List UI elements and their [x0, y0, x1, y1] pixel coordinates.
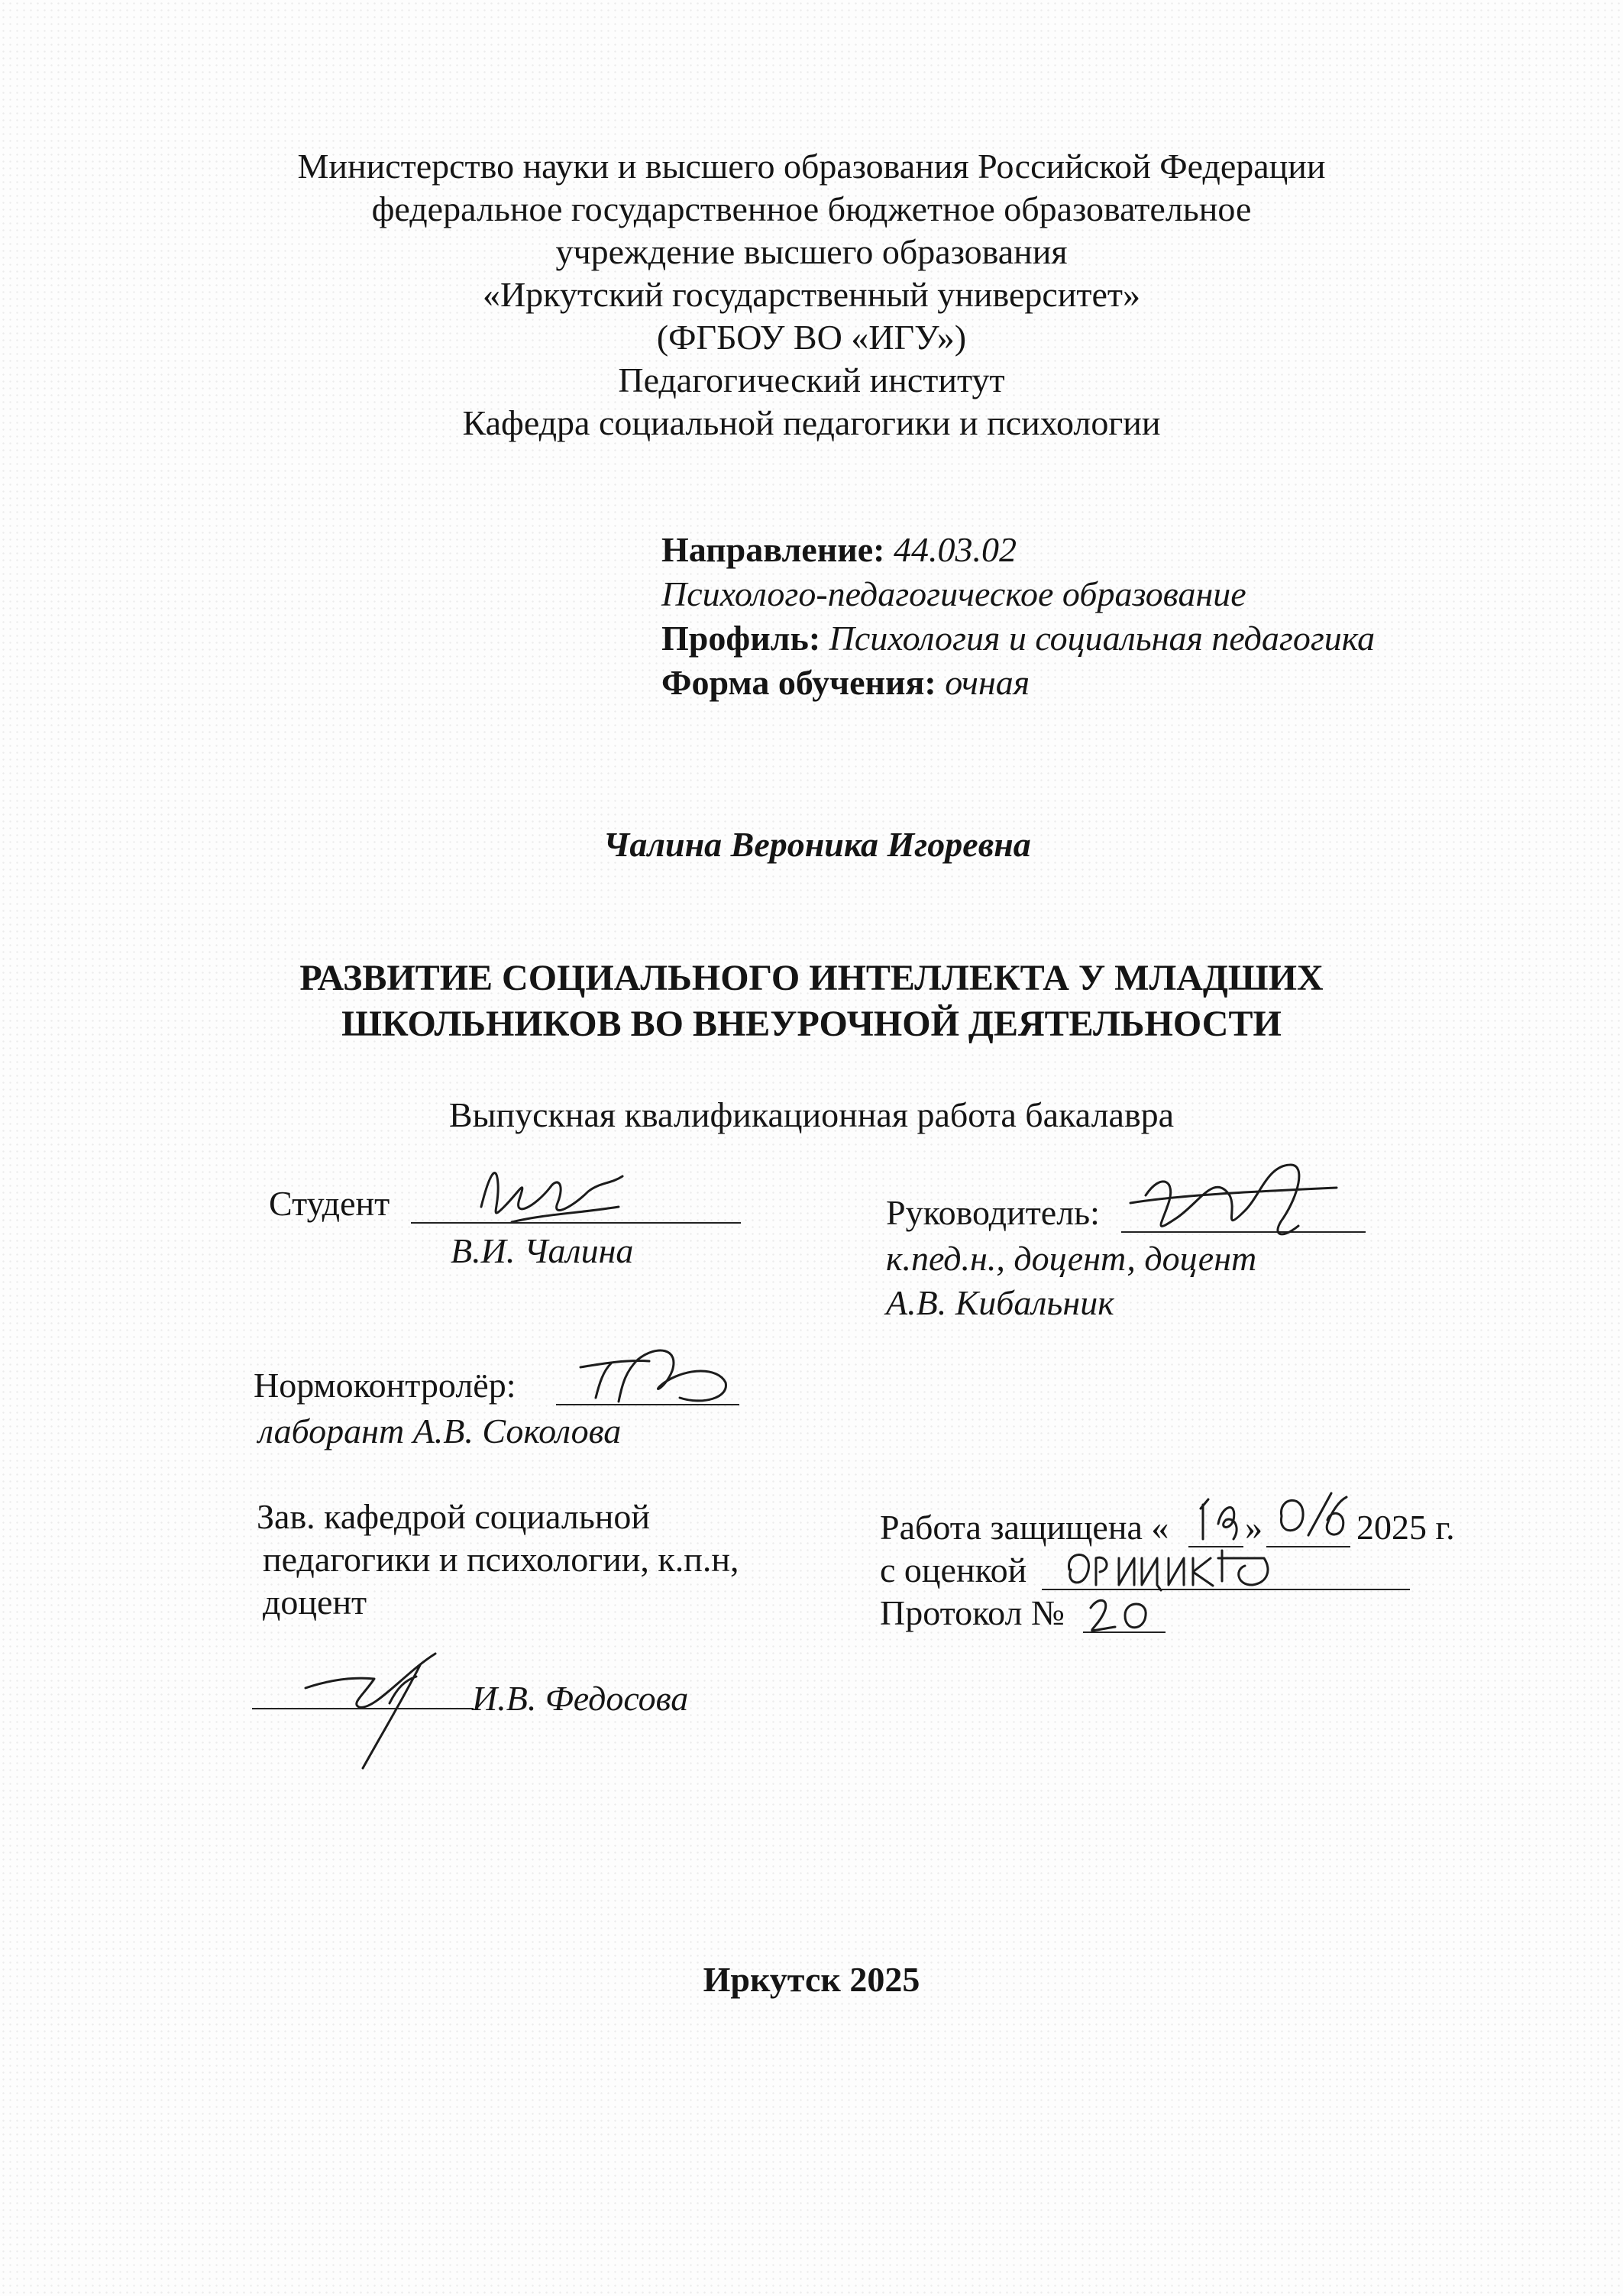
supervisor-label: Руководитель:: [886, 1193, 1100, 1232]
direction-label: Направление:: [661, 530, 885, 569]
supervisor-name: А.В. Кибальник: [886, 1283, 1114, 1322]
study-form-line: [661, 661, 1030, 703]
student-signature: [466, 1153, 634, 1237]
direction-line: [661, 529, 1017, 571]
institution-type-line: федеральное государственное бюджетное образовательное: [371, 189, 1252, 228]
supervisor-signature: [1115, 1150, 1344, 1249]
head-signature: [290, 1642, 489, 1780]
defended-year: 2025 г.: [1356, 1508, 1455, 1547]
university-name: «Иркутский государственный университет»: [482, 275, 1141, 314]
head-line-2: педагогики и психологии, к.п.н,: [263, 1540, 739, 1579]
study-form-label: Форма обучения:: [661, 663, 936, 702]
thesis-title-line-1: РАЗВИТИЕ СОЦИАЛЬНОГО ИНТЕЛЛЕКТА У МЛАДШИХ: [299, 958, 1324, 998]
profile-value: Психология и социальная педагогика: [829, 619, 1376, 658]
work-type: Выпускная квалификационная работа бакалавра: [448, 1095, 1175, 1134]
student-label: Студент: [269, 1184, 390, 1223]
head-name: И.В. Федосова: [472, 1679, 689, 1718]
author-name: Чалина Вероника Игоревна: [603, 825, 1031, 864]
university-abbreviation: (ФГБОУ ВО «ИГУ»): [656, 318, 967, 357]
supervisor-title: к.пед.н., доцент, доцент: [886, 1239, 1257, 1278]
direction-code: 44.03.02: [893, 530, 1017, 569]
city-year: Иркутск 2025: [703, 1960, 920, 1999]
protocol-label: Протокол №: [880, 1593, 1065, 1632]
profile-line: [661, 617, 1375, 659]
grade-label: с оценкой: [880, 1551, 1027, 1589]
head-line-1: Зав. кафедрой социальной: [257, 1497, 651, 1536]
defended-quote-close: »: [1245, 1508, 1263, 1547]
normcontrol-label: Нормоконтролёр:: [254, 1366, 516, 1405]
institution-level-line: учреждение высшего образования: [555, 232, 1068, 271]
institute-name: Педагогический институт: [618, 361, 1005, 399]
profile-label: Профиль:: [661, 619, 821, 658]
study-form-value: очная: [945, 663, 1030, 702]
department-name: Кафедра социальной педагогики и психологии: [462, 403, 1161, 442]
direction-name: Психолого-педагогическое образование: [661, 574, 1246, 613]
head-line-3: доцент: [263, 1583, 367, 1622]
normcontrol-name: лаборант А.В. Соколова: [258, 1412, 622, 1450]
defended-label: Работа защищена «: [880, 1508, 1169, 1547]
ministry-line: Министерство науки и высшего образования Российской Федерации: [297, 147, 1326, 186]
protocol-number-handwritten: [1083, 1585, 1159, 1638]
normcontrol-signature: [565, 1337, 741, 1413]
thesis-title-line-2: ШКОЛЬНИКОВ ВО ВНЕУРОЧНОЙ ДЕЯТЕЛЬНОСТИ: [341, 1004, 1282, 1044]
student-name: В.И. Чалина: [451, 1231, 634, 1270]
